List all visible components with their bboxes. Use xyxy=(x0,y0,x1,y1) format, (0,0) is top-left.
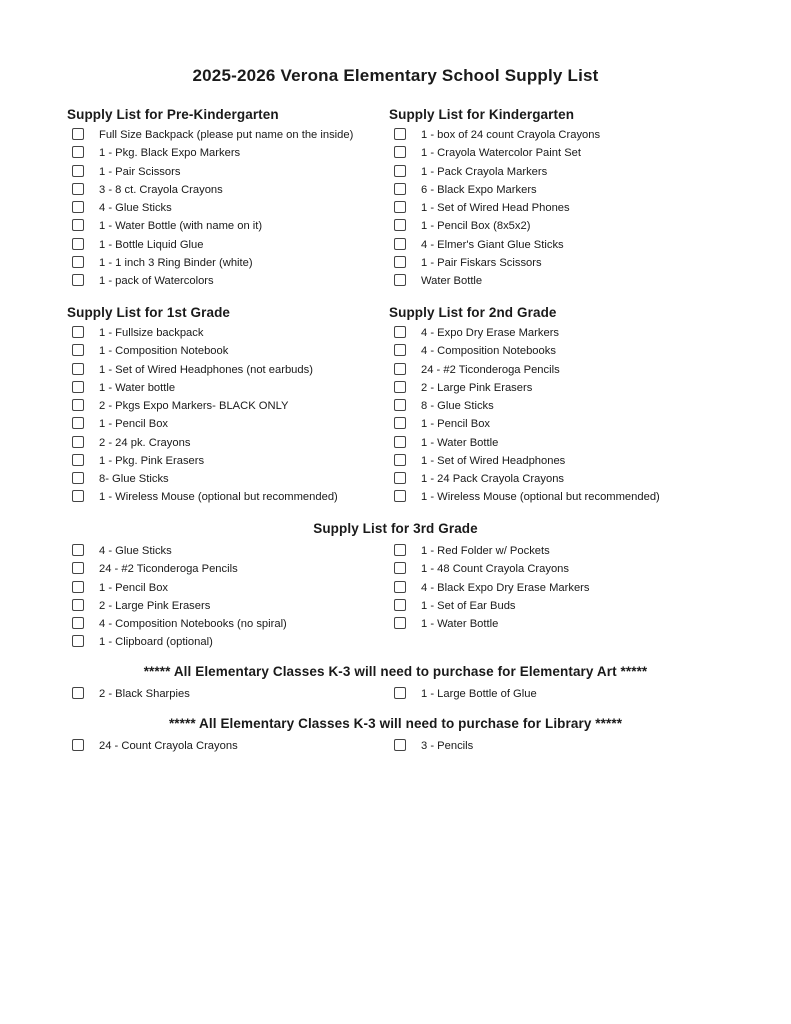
checkbox[interactable] xyxy=(394,326,406,338)
checkbox[interactable] xyxy=(72,635,84,647)
checklist-item xyxy=(389,397,557,415)
checklist-item xyxy=(389,126,601,144)
checklist-item-label: 2 - Large Pink Erasers xyxy=(421,381,533,394)
checklist-item xyxy=(67,163,279,181)
checkbox[interactable] xyxy=(72,128,84,140)
checklist-item-label: 1 - Set of Wired Headphones (not earbuds) xyxy=(99,363,313,376)
checkbox[interactable] xyxy=(394,146,406,158)
checklist-item xyxy=(67,181,279,199)
checkbox[interactable] xyxy=(72,599,84,611)
checklist-item-label: 1 - Pack Crayola Markers xyxy=(421,165,548,178)
checkbox[interactable] xyxy=(394,274,406,286)
checklist-item-label: 8- Glue Sticks xyxy=(99,473,169,485)
page-title: 2025-2026 Verona Elementary School Supply List xyxy=(192,66,599,85)
checkbox[interactable] xyxy=(394,562,406,574)
checklist-item-label: 2 - Black Sharpies xyxy=(99,688,190,700)
checkbox[interactable] xyxy=(72,617,84,629)
checkbox[interactable] xyxy=(394,472,406,484)
checklist-item-label: 1 - Pkg. Pink Erasers xyxy=(99,454,205,467)
checkbox[interactable] xyxy=(394,363,406,375)
section-title-art: ***** All Elementary Classes K-3 will need to purchase for Elementary Art ***** xyxy=(143,664,648,679)
checklist-item xyxy=(389,199,574,217)
checklist-item-label: 2 - Pkgs Expo Markers- BLACK ONLY xyxy=(99,400,289,412)
checklist-item-label: 1 - Clipboard (optional) xyxy=(99,636,213,649)
checkbox[interactable] xyxy=(72,326,84,338)
section-third-grade-header xyxy=(0,520,791,538)
checklist-item-label: 3 - 8 ct. Crayola Crayons xyxy=(99,183,223,196)
checklist-item xyxy=(389,324,560,342)
checklist-item xyxy=(67,342,230,360)
checkbox[interactable] xyxy=(72,363,84,375)
checklist-item-label: 1 - Pencil Box (8x5x2) xyxy=(421,220,531,233)
checklist-item xyxy=(389,361,560,379)
checklist-item-label: 1 - Pencil Box xyxy=(99,581,169,594)
checkbox[interactable] xyxy=(72,739,84,751)
checklist-item xyxy=(67,397,289,415)
checklist-item-label: 1 - box of 24 count Crayola Crayons xyxy=(421,129,601,141)
checklist-item xyxy=(389,434,557,452)
checklist-item xyxy=(389,181,574,199)
checklist-item xyxy=(389,452,566,470)
checkbox[interactable] xyxy=(394,381,406,393)
checklist-item xyxy=(389,272,574,290)
checkbox[interactable] xyxy=(72,183,84,195)
checklist-item-label: 3 - Pencils xyxy=(421,740,474,752)
checklist-item-label: 1 - Wireless Mouse (optional but recommended) xyxy=(421,491,660,504)
checkbox[interactable] xyxy=(72,201,84,213)
checkbox[interactable] xyxy=(72,436,84,448)
section-first-grade xyxy=(67,304,338,507)
checklist-item-label: 1 - 48 Count Crayola Crayons xyxy=(421,563,569,576)
checklist xyxy=(389,126,601,290)
checkbox[interactable] xyxy=(394,687,406,699)
checklist-item-label: 4 - Glue Sticks xyxy=(99,202,172,214)
checkbox[interactable] xyxy=(394,581,406,593)
checklist-item-label: 1 - pack of Watercolors xyxy=(99,275,214,287)
checkbox[interactable] xyxy=(72,562,84,574)
section-title-first-grade: Supply List for 1st Grade xyxy=(67,305,231,320)
checkbox[interactable] xyxy=(72,344,84,356)
checklist xyxy=(67,126,354,290)
checklist-item-label: 1 - Water Bottle xyxy=(421,436,499,449)
section-art-header xyxy=(0,663,791,681)
checkbox[interactable] xyxy=(394,238,406,250)
checklist-item-label: 1 - Pair Fiskars Scissors xyxy=(421,256,542,269)
section-prek xyxy=(67,106,354,290)
checklist-item-label: 8 - Glue Sticks xyxy=(421,400,494,412)
checklist-item-label: 4 - Black Expo Dry Erase Markers xyxy=(421,581,590,594)
checklist-item-label: 1 - Pencil Box xyxy=(99,418,169,431)
checklist-item xyxy=(389,379,557,397)
checklist-item-label: 1 - Large Bottle of Glue xyxy=(421,688,537,700)
checklist-item xyxy=(389,163,574,181)
checklist-item-label: 4 - Composition Notebooks (no spiral) xyxy=(99,618,287,630)
checklist-item-label: 24 - Count Crayola Crayons xyxy=(99,740,238,752)
checkbox[interactable] xyxy=(72,417,84,429)
checklist-item-label: 1 - Red Folder w/ Pockets xyxy=(421,545,550,557)
checkbox[interactable] xyxy=(72,581,84,593)
checkbox[interactable] xyxy=(394,436,406,448)
section-title-prek: Supply List for Pre-Kindergarten xyxy=(67,107,279,122)
checkbox[interactable] xyxy=(72,256,84,268)
checklist-item xyxy=(389,217,574,235)
checklist-item-label: Water Bottle xyxy=(421,275,483,287)
checklist-item-label: 1 - 24 Pack Crayola Crayons xyxy=(421,473,565,485)
checkbox[interactable] xyxy=(394,544,406,556)
checklist-item xyxy=(67,470,230,488)
checkbox[interactable] xyxy=(394,454,406,466)
checklist-item-label: 24 - #2 Ticonderoga Pencils xyxy=(99,563,238,576)
checklist xyxy=(67,324,338,507)
checklist-item-label: 1 - 1 inch 3 Ring Binder (white) xyxy=(99,256,253,269)
checkbox[interactable] xyxy=(394,219,406,231)
checklist-item xyxy=(67,199,279,217)
section-title-second-grade: Supply List for 2nd Grade xyxy=(389,305,557,320)
checklist-item-label: 1 - Water Bottle (with name on it) xyxy=(99,220,263,233)
checklist-item xyxy=(67,217,279,235)
checkbox[interactable] xyxy=(394,165,406,177)
checkbox[interactable] xyxy=(394,599,406,611)
section-library-header xyxy=(0,715,791,733)
checklist-item xyxy=(67,379,230,397)
checklist-item-label: 1 - Composition Notebook xyxy=(99,345,229,358)
checklist-item xyxy=(389,254,574,272)
checklist-item xyxy=(67,236,279,254)
checklist-item-label: 1 - Set of Wired Headphones xyxy=(421,454,566,467)
checklist-item-label: 4 - Composition Notebooks xyxy=(421,345,556,358)
checklist-item-label: 4 - Expo Dry Erase Markers xyxy=(421,327,560,339)
checklist-item xyxy=(389,342,557,360)
checklist-item xyxy=(389,470,565,488)
checklist-item xyxy=(389,488,660,506)
checklist-item-label: 2 - 24 pk. Crayons xyxy=(99,436,191,449)
checklist-item-label: 1 - Pkg. Black Expo Markers xyxy=(99,147,241,160)
checklist-item xyxy=(389,144,582,162)
checklist-item-label: 1 - Pair Scissors xyxy=(99,165,181,178)
checklist-item-label: 1 - Crayola Watercolor Paint Set xyxy=(421,147,582,160)
checkbox[interactable] xyxy=(394,739,406,751)
checklist-item-label: 1 - Wireless Mouse (optional but recommended) xyxy=(99,491,338,504)
checkbox[interactable] xyxy=(72,146,84,158)
checklist-item-label: 1 - Bottle Liquid Glue xyxy=(99,238,204,251)
checkbox[interactable] xyxy=(72,472,84,484)
checklist-item xyxy=(389,415,557,433)
checklist-item-label: 1 - Set of Wired Head Phones xyxy=(421,202,570,214)
checklist-item-label: 2 - Large Pink Erasers xyxy=(99,599,211,612)
checkbox[interactable] xyxy=(72,399,84,411)
checkbox[interactable] xyxy=(72,544,84,556)
checkbox[interactable] xyxy=(72,238,84,250)
checklist-item xyxy=(67,415,230,433)
checkbox[interactable] xyxy=(394,344,406,356)
checklist-item xyxy=(389,236,574,254)
checklist-item xyxy=(67,254,279,272)
checkbox[interactable] xyxy=(72,165,84,177)
checkbox[interactable] xyxy=(394,417,406,429)
checklist xyxy=(389,324,660,507)
section-kindergarten xyxy=(389,106,601,290)
checkbox[interactable] xyxy=(394,256,406,268)
checkbox[interactable] xyxy=(72,219,84,231)
checklist-item-label: 1 - Set of Ear Buds xyxy=(421,599,516,612)
checklist-item-label: 4 - Glue Sticks xyxy=(99,545,172,557)
checklist-item-label: 24 - #2 Ticonderoga Pencils xyxy=(421,363,560,376)
section-second-grade xyxy=(389,304,660,507)
checkbox[interactable] xyxy=(394,490,406,502)
checklist-item xyxy=(67,488,338,506)
checklist-item-label: 1 - Water Bottle xyxy=(421,618,499,630)
checkbox[interactable] xyxy=(72,274,84,286)
checklist-item-label: 1 - Fullsize backpack xyxy=(99,327,204,339)
checklist-item xyxy=(67,361,313,379)
checklist-item xyxy=(67,452,230,470)
checklist-item xyxy=(67,434,230,452)
checklist-item xyxy=(67,272,279,290)
section-title-library: ***** All Elementary Classes K-3 will need to purchase for Library ***** xyxy=(168,716,623,731)
checklist-item-label: 1 - Water bottle xyxy=(99,381,176,394)
checkbox[interactable] xyxy=(72,381,84,393)
checkbox[interactable] xyxy=(394,128,406,140)
section-title-third-grade: Supply List for 3rd Grade xyxy=(313,521,478,536)
checklist-item-label: Full Size Backpack (please put name on the inside) xyxy=(99,129,354,141)
checkbox[interactable] xyxy=(394,201,406,213)
checklist-item xyxy=(67,144,279,162)
checkbox[interactable] xyxy=(72,687,84,699)
checklist-item-label: 4 - Elmer's Giant Glue Sticks xyxy=(421,238,564,251)
checklist-item xyxy=(67,324,230,342)
checkbox[interactable] xyxy=(72,454,84,466)
checkbox[interactable] xyxy=(394,183,406,195)
checklist-item-label: 1 - Pencil Box xyxy=(421,418,491,431)
checklist-item xyxy=(67,126,354,144)
checkbox[interactable] xyxy=(72,490,84,502)
section-title-kindergarten: Supply List for Kindergarten xyxy=(389,107,575,122)
checkbox[interactable] xyxy=(394,617,406,629)
checkbox[interactable] xyxy=(394,399,406,411)
checklist-item-label: 6 - Black Expo Markers xyxy=(421,183,537,196)
